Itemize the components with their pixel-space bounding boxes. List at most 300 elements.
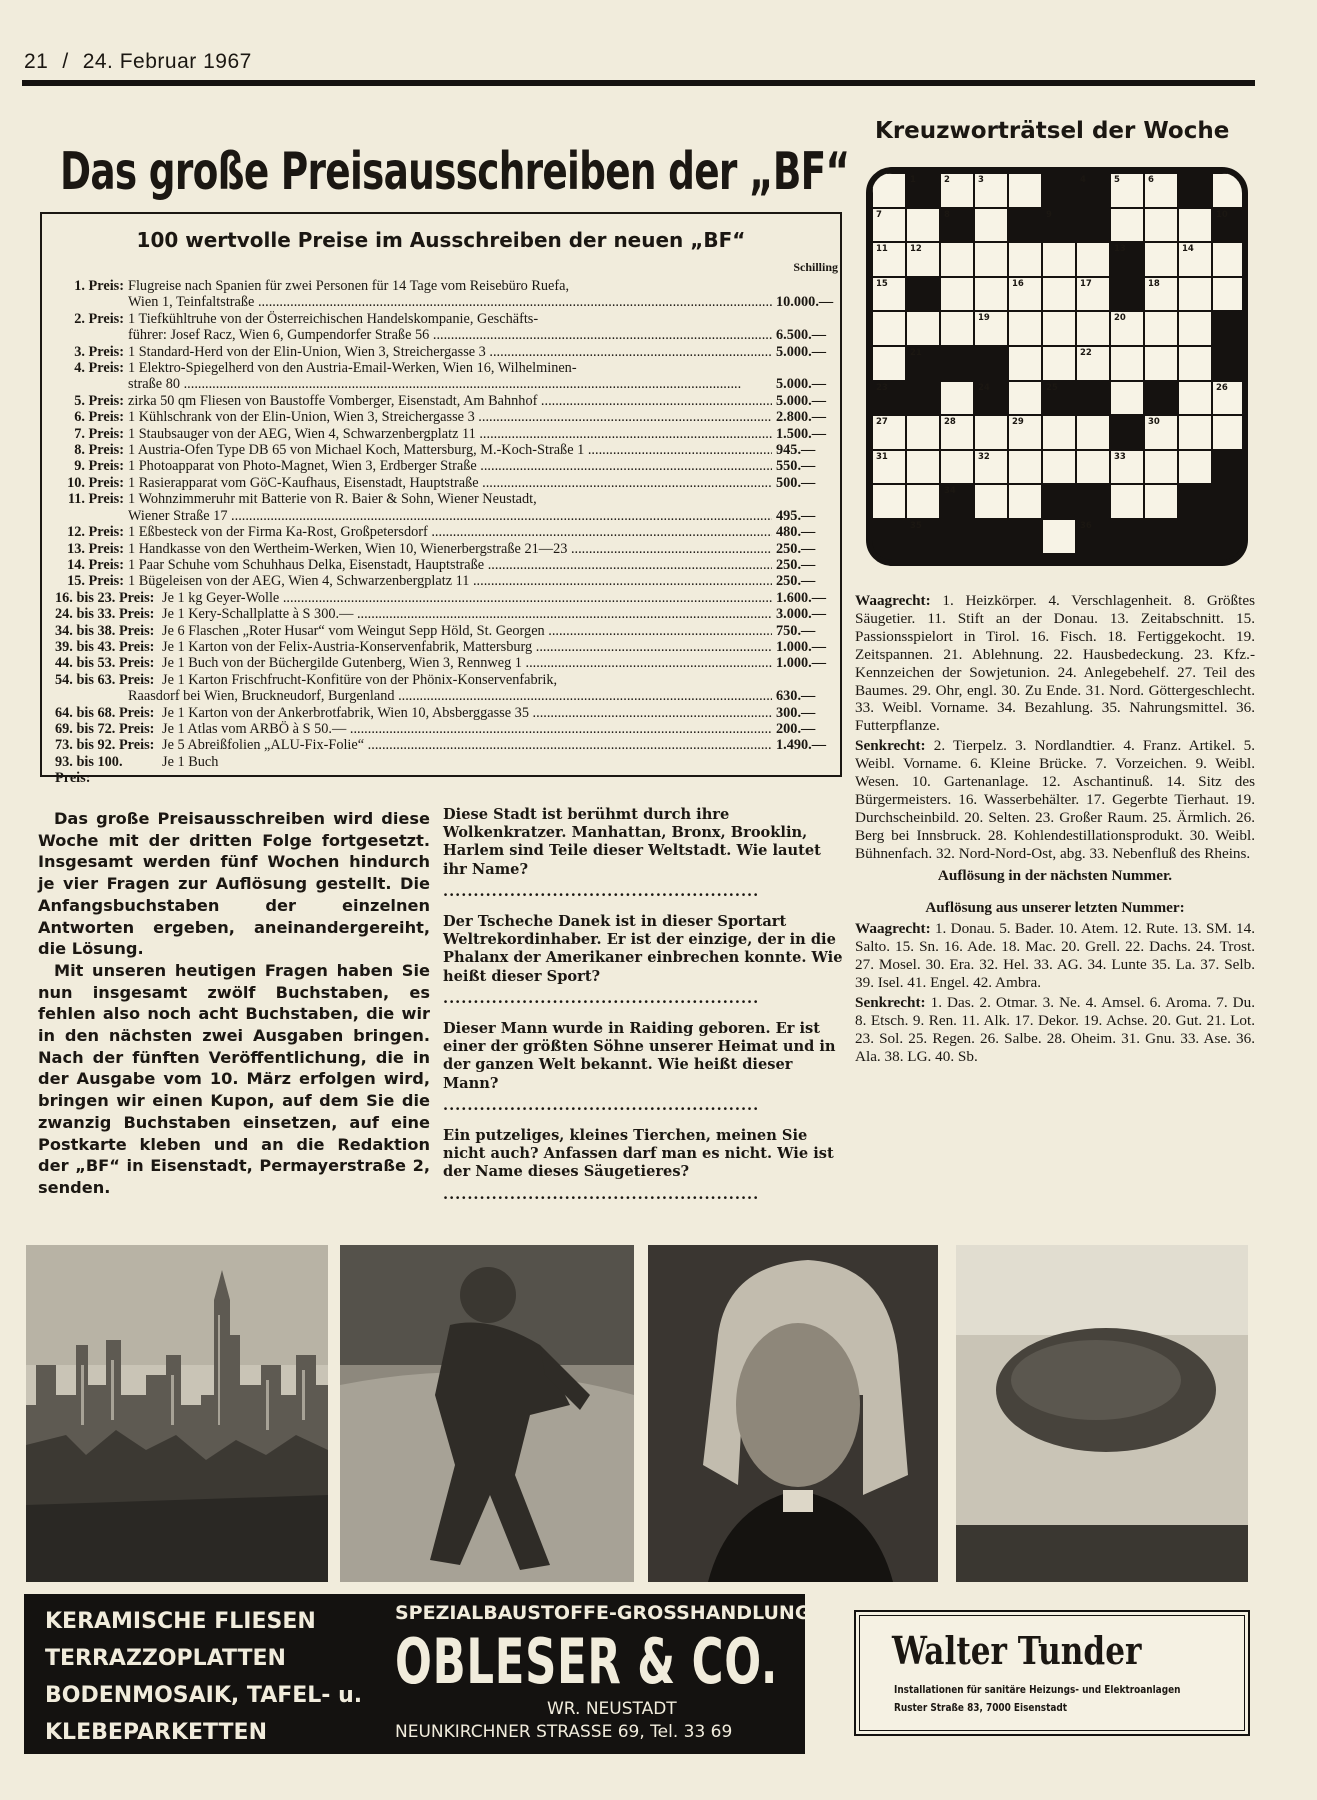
prize-line <box>50 639 836 655</box>
prize-value: 1.000.— <box>776 638 827 655</box>
crossword-cell <box>1008 173 1042 208</box>
prize-line <box>50 409 836 425</box>
crossword-black-cell <box>1076 519 1110 554</box>
prize-description: 1 Rasierapparat vom GöC-Kaufhaus, Eisenstadt, Hauptstraße ..... <box>128 475 772 491</box>
clue-number: 21 <box>910 347 922 358</box>
prize-value: 250.— <box>776 556 816 573</box>
clue-number: 30 <box>1148 417 1160 428</box>
prize-list-subtitle: 100 wertvolle Preise im Ausschreiben der neuen „BF“ <box>136 228 746 252</box>
crossword-black-cell <box>1212 484 1246 519</box>
crossword-cell <box>1008 346 1042 381</box>
clues-down-text: 2. Tierpelz. 3. Nordlandtier. 4. Franz. Artikel. 5. Weibl. Vorname. 6. Kleine Brücke. 7. Vorzeichen. 9. Weibl. Wesen. 10. Gartenanlage. 12. Aschantinuß. 14. Sitz des Bürgermeisters. 16. Wasserbehälter. 17. Gegerbte Tierhaut. 19. Durchscheinbild. 20. Selten. 23. Großer Raum. 25. Ärmlich. 26. Berg bei Innsbruck. 28. Kohlendestillationsprodukt. 30. Weibl. Bühnenfach. 32. Nord-Nord-Ost, abg. 33. Nebenfluß des Rheins. <box>855 737 1255 862</box>
crossword-black-cell <box>974 381 1008 416</box>
crossword-cell <box>974 242 1008 277</box>
crossword-cell <box>1076 450 1110 485</box>
prize-description: 1 Elektro-Spiegelherd von den Austria-Email-Werken, Wien 16, Wilhelminen- <box>128 360 577 377</box>
crossword-cell <box>1008 277 1042 312</box>
crossword-black-cell <box>1042 173 1076 208</box>
crossword-cell <box>1110 484 1144 519</box>
prize-description: 1 Paar Schuhe vom Schuhhaus Delka, Eisenstadt, Hauptstraße ..... <box>128 557 772 573</box>
crossword-cells <box>872 173 1246 554</box>
prize-description: 1 Standard-Herd von der Elin-Union, Wien 3, Streichergasse 3 ..... <box>128 344 772 360</box>
prize-rank: 73. bis 92. Preis: <box>55 737 155 754</box>
ad-obleser-products <box>45 1603 362 1751</box>
clues-across-text: 1. Heizkörper. 4. Verschlagenheit. 8. Größtes Säugetier. 11. Stift an der Donau. 13. Zeitabschnitt. 15. Passionsspielort in Tirol. 16. Fisch. 18. Fertiggekocht. 19. Zeitspannen. 21. Ablehnung. 22. Hausbedeckung. 23. Kfz.-Kennzeichen der Sowjetunion. 24. Anlegebehelf. 27. Teil des Baumes. 29. Ohr, engl. 30. Zu Ende. 31. Nord. Göttergeschlecht. 33. Weibl. Vorname. 34. Bezahlung. 35. Nahrungsmittel. 36. Futterpflanze. <box>855 592 1255 735</box>
prize-rank: 12. Preis: <box>67 524 124 541</box>
clue-number: 20 <box>1114 313 1126 324</box>
crossword-cell <box>1076 242 1110 277</box>
prize-description: Je 1 Karton von der Ankerbrotfabrik, Wien 10, Absberggasse 35 ..... <box>162 705 772 721</box>
crossword-black-cell <box>872 519 906 554</box>
clues-down <box>855 737 1255 862</box>
prize-value: 10.000.— <box>776 294 834 311</box>
clue-number: 8 <box>944 209 950 220</box>
crossword-cell <box>1042 346 1076 381</box>
crossword-cell <box>1144 208 1178 243</box>
prize-rank: 13. Preis: <box>67 540 124 557</box>
clue-number: 27 <box>876 417 888 428</box>
crossword-cell <box>940 415 974 450</box>
crossword-grid <box>866 167 1248 566</box>
crossword-cell <box>1110 450 1144 485</box>
crossword-black-cell <box>940 346 974 381</box>
crossword-cell <box>1042 415 1076 450</box>
prize-description: straße 80 ..... <box>128 376 772 392</box>
intro-paragraph: Das große Preisausschreiben wird diese Woche mit der dritten Folge fortgesetzt. Insgesamt werden fünf Wochen hindurch je vier Fragen zur Auflösung gestellt. Die Anfangsbuchstaben der einzelnen Antworten ergeben, aneinandergereiht, die Lösung. <box>38 809 430 959</box>
crossword-black-cell <box>1076 484 1110 519</box>
clue-number: 17 <box>1080 278 1092 289</box>
prize-list-box <box>40 212 842 787</box>
prize-description: Je 1 Kery-Schallplatte à S 300.— ..... <box>162 606 772 622</box>
prize-description: 1 Kühlschrank von der Elin-Union, Wien 3, Streichergasse 3 ..... <box>128 409 772 425</box>
prize-value: 3.000.— <box>776 606 827 623</box>
crossword-black-cell <box>1008 519 1042 554</box>
clue-number: 6 <box>1148 175 1154 185</box>
clue-number: 34 <box>944 486 956 497</box>
crossword-cell <box>1212 173 1246 208</box>
prize-line <box>50 278 836 294</box>
crossword-black-cell <box>1212 519 1246 554</box>
crossword-cell <box>1042 242 1076 277</box>
prize-rank: 14. Preis: <box>67 556 124 573</box>
photo-new-york-skyline <box>26 1245 328 1582</box>
last-down-text: 1. Das. 2. Otmar. 3. Ne. 4. Amsel. 6. Aroma. 7. Du. 8. Etsch. 9. Ren. 11. Alk. 17. Dekor. 19. Achse. 20. Gut. 21. Lot. 23. Sol. 25. Regen. 26. Salbe. 28. Oheim. 31. Gnu. 33. Ase. 36. Ala. 38. LG. 40. Sb. <box>855 994 1256 1065</box>
clue-number: 36 <box>1080 520 1092 531</box>
question-1: Diese Stadt ist berühmt durch ihre Wolkenkratzer. Manhattan, Bronx, Brooklin, Harlem sind Teile dieser Weltstadt. Wie lautet ihr Name? <box>443 806 821 878</box>
clue-number: 5 <box>1114 175 1120 185</box>
crossword-black-cell <box>1008 208 1042 243</box>
crossword-cell <box>1042 311 1076 346</box>
clue-number: 33 <box>1114 451 1126 462</box>
crossword-cell <box>1144 415 1178 450</box>
crossword-cell <box>1144 450 1178 485</box>
crossword-black-cell <box>1110 242 1144 277</box>
crossword-black-cell <box>940 208 974 243</box>
crossword-cell <box>940 311 974 346</box>
photo-franz-liszt <box>648 1245 938 1582</box>
prize-line <box>50 557 836 573</box>
header-separator: / <box>62 50 69 73</box>
clue-number: 29 <box>1012 417 1024 428</box>
crossword-clues <box>855 592 1255 1068</box>
prize-description: 1 Eßbesteck von der Firma Ka-Rost, Großpetersdorf ..... <box>128 524 772 540</box>
crossword-black-cell <box>1110 519 1144 554</box>
last-across-text: 1. Donau. 5. Bader. 10. Atem. 12. Rute. 13. SM. 14. Salto. 15. Sn. 16. Ade. 18. Mac. 20. Grell. 22. Dachs. 24. Trost. 27. Mosel. 30. Era. 32. Hel. 33. AG. 34. Lunte 35. La. 37. Selb. 39. Isel. 41. Engel. 42. Ambra. <box>855 920 1256 992</box>
crossword-cell <box>1144 173 1178 208</box>
crossword-cell <box>872 415 906 450</box>
crossword-cell <box>1110 346 1144 381</box>
clue-number: 18 <box>1148 278 1160 289</box>
prize-rank: 24. bis 33. Preis: <box>55 606 155 623</box>
issue-date: 24. Februar 1967 <box>82 50 252 73</box>
prize-description: 1 Tiefkühltruhe von der Österreichischen Handelskompanie, Geschäfts- <box>128 310 539 327</box>
prize-description: Je 1 Karton Frischfrucht-Konfitüre von der Phönix-Konservenfabrik, <box>162 671 558 688</box>
clue-number: 4 <box>1080 175 1086 185</box>
page-header <box>24 50 252 74</box>
crossword-cell <box>872 484 906 519</box>
crossword-cell <box>1042 450 1076 485</box>
prize-list <box>50 278 836 787</box>
crossword-cell <box>1178 415 1212 450</box>
prize-value: 550.— <box>776 458 816 475</box>
crossword-cell <box>974 415 1008 450</box>
prize-description: Flugreise nach Spanien für zwei Personen für 14 Tage vom Reisebüro Ruefa, <box>128 278 570 294</box>
contest-intro <box>38 808 430 1199</box>
clue-number: 35 <box>910 520 922 531</box>
ad-obleser <box>24 1594 811 1754</box>
clues-across-label: Waagrecht: <box>855 592 931 609</box>
crossword-black-cell <box>940 519 974 554</box>
crossword-cell <box>1110 381 1144 416</box>
prize-value: 1.600.— <box>776 589 827 606</box>
crossword-cell <box>1178 311 1212 346</box>
clues-down-label: Senkrecht: <box>855 737 926 755</box>
crossword-cell <box>872 242 906 277</box>
prize-rank: 4. Preis: <box>74 360 124 377</box>
clue-number: 31 <box>876 451 888 462</box>
clue-number: 7 <box>876 209 882 220</box>
crossword-cell <box>1042 519 1076 554</box>
clue-number: 15 <box>876 278 888 289</box>
answer-line: .................................................... <box>443 1185 760 1203</box>
prize-value: 250.— <box>776 573 816 590</box>
page-title: Das große Preisausschreiben der „BF“ <box>60 142 850 202</box>
prize-line <box>50 393 836 409</box>
page-number: 21 <box>24 50 49 73</box>
prize-rank: 16. bis 23. Preis: <box>55 589 155 606</box>
crossword-cell <box>940 277 974 312</box>
answer-line: .................................................... <box>443 882 760 900</box>
prize-value: 630.— <box>776 688 816 705</box>
prize-description: führer: Josef Racz, Wien 6, Gumpendorfer Straße 56 ..... <box>128 327 772 343</box>
crossword-cell <box>872 208 906 243</box>
clue-number: 2 <box>944 175 950 185</box>
crossword-cell <box>1008 415 1042 450</box>
crossword-black-cell <box>1178 519 1212 554</box>
photo-hedgehog <box>956 1245 1248 1582</box>
crossword-cell <box>940 242 974 277</box>
clue-number: 11 <box>876 244 888 255</box>
prize-description: Je 6 Flaschen „Roter Husar“ vom Weingut Sepp Höld, St. Georgen ..... <box>162 623 772 639</box>
clue-number: 9 <box>1046 209 1052 220</box>
crossword-cell <box>1212 415 1246 450</box>
answer-line: .................................................... <box>443 989 760 1007</box>
prize-value: 5.000.— <box>776 376 827 393</box>
clue-number: 3 <box>978 175 984 185</box>
crossword-cell <box>1008 242 1042 277</box>
ad-obleser-tagline: SPEZIALBAUSTOFFE-GROSSHANDLUNG <box>395 1602 811 1624</box>
prize-description: Wiener Straße 17 ..... <box>128 508 772 524</box>
prize-value: 5.000.— <box>776 343 827 360</box>
ad-walter-tunder <box>854 1610 1250 1736</box>
question-3: Dieser Mann wurde in Raiding geboren. Er ist einer der größten Söhne unserer Heimat und in der ganzen Welt bekannt. Wie heißt dieser Mann? <box>443 1020 836 1092</box>
question-2: Der Tscheche Danek ist in dieser Sportart Weltrekordinhaber. Er ist der einzige, der in die Phalanx der Amerikaner einbrechen konnte. Wie heißt dieser Sport? <box>443 913 843 985</box>
currency-label: Schilling <box>793 260 838 274</box>
crossword-cell <box>1008 311 1042 346</box>
crossword-cell <box>1178 242 1212 277</box>
prize-line <box>50 721 836 737</box>
crossword-cell <box>1042 277 1076 312</box>
prize-line <box>50 491 836 507</box>
prize-rank: 2. Preis: <box>74 310 124 327</box>
photo-discus-thrower <box>340 1245 634 1582</box>
prize-rank: 10. Preis: <box>67 474 124 491</box>
clue-number: 22 <box>1080 347 1092 358</box>
crossword-cell <box>974 450 1008 485</box>
prize-rank: 69. bis 72. Preis: <box>55 720 155 737</box>
crossword-cell <box>1144 242 1178 277</box>
prize-line <box>50 426 836 442</box>
crossword-black-cell <box>1076 208 1110 243</box>
prize-rank: 39. bis 43. Preis: <box>55 638 155 655</box>
prize-value: 750.— <box>776 622 816 639</box>
crossword-black-cell <box>1144 381 1178 416</box>
clue-number: 19 <box>978 313 990 324</box>
crossword-black-cell <box>1212 208 1246 243</box>
crossword-cell <box>974 277 1008 312</box>
prize-rank: 11. Preis: <box>67 491 124 508</box>
clue-number: 32 <box>978 451 990 462</box>
prize-line <box>50 606 836 622</box>
crossword-cell <box>1076 277 1110 312</box>
clues-across <box>855 592 1255 735</box>
clue-number: 10 <box>1216 209 1228 220</box>
clue-number: 24 <box>978 382 990 393</box>
prize-line <box>50 360 836 376</box>
prize-description: zirka 50 qm Fliesen von Baustoffe Vomberger, Eisenstadt, Am Bahnhof ..... <box>128 393 772 409</box>
prize-description: Je 1 Buch von der Büchergilde Gutenberg, Wien 3, Rennweg 1 ..... <box>162 655 772 671</box>
crossword-cell <box>906 450 940 485</box>
crossword-cell <box>940 173 974 208</box>
crossword-black-cell <box>1110 415 1144 450</box>
crossword-cell <box>1178 346 1212 381</box>
crossword-cell <box>1144 346 1178 381</box>
crossword-cell <box>906 415 940 450</box>
prize-line <box>50 524 836 540</box>
ad-product-line: KERAMISCHE FLIESEN <box>45 1609 316 1634</box>
prize-value: 2.800.— <box>776 409 827 426</box>
next-issue-note: Auflösung in der nächsten Nummer. <box>937 866 1173 884</box>
crossword-cell <box>1144 311 1178 346</box>
crossword-black-cell <box>1144 519 1178 554</box>
crossword-cell <box>974 173 1008 208</box>
ad-tunder-name: Walter Tunder <box>892 1628 1142 1673</box>
prize-value: 250.— <box>776 540 816 557</box>
crossword-cell <box>1008 450 1042 485</box>
crossword-cell <box>1144 484 1178 519</box>
prize-line <box>50 376 836 392</box>
prize-rank: 54. bis 63. Preis: <box>55 671 155 688</box>
crossword-cell <box>906 484 940 519</box>
last-solution-down <box>855 994 1255 1066</box>
prize-line <box>50 458 836 474</box>
crossword-title: Kreuzworträtsel der Woche <box>875 118 1230 144</box>
crossword-cell <box>1076 415 1110 450</box>
crossword-black-cell <box>940 484 974 519</box>
crossword-black-cell <box>906 381 940 416</box>
crossword-cell <box>1008 381 1042 416</box>
last-solution-heading: Auflösung aus unserer letzten Nummer: <box>925 898 1185 916</box>
ad-obleser-name: OBLESER & CO. <box>395 1625 779 1698</box>
ad-product-line: BODENMOSAIK, TAFEL- u. <box>45 1683 363 1708</box>
prize-line <box>50 508 836 524</box>
prize-value: 5.000.— <box>776 392 827 409</box>
prize-line <box>50 344 836 360</box>
ad-product-line: TERRAZZOPLATTEN <box>45 1646 286 1671</box>
crossword-cell <box>1110 208 1144 243</box>
clue-number: 16 <box>1012 278 1024 289</box>
crossword-black-cell <box>1212 450 1246 485</box>
crossword-cell <box>906 242 940 277</box>
prize-line <box>50 705 836 721</box>
crossword-black-cell <box>1042 484 1076 519</box>
crossword-black-cell <box>906 277 940 312</box>
prize-line <box>50 688 836 704</box>
prize-description: Je 1 Atlas vom ARBÖ à S 50.— ..... <box>162 721 772 737</box>
crossword-cell <box>940 381 974 416</box>
prize-value: 1.490.— <box>776 737 827 754</box>
prize-rank: 15. Preis: <box>67 573 124 590</box>
crossword-cell <box>906 311 940 346</box>
contest-questions <box>443 806 843 1216</box>
ad-tunder-services: Installationen für sanitäre Heizungs- und Elektroanlagen <box>894 1684 1181 1696</box>
crossword-cell <box>1178 208 1212 243</box>
prize-line <box>50 327 836 343</box>
prize-description: 1 Photoapparat von Photo-Magnet, Wien 3, Erdberger Straße ..... <box>128 458 772 474</box>
last-across-label: Waagrecht: <box>855 920 931 938</box>
clue-number: 28 <box>944 417 956 428</box>
prize-value: 1.000.— <box>776 655 827 672</box>
prize-value: 1.500.— <box>776 425 827 442</box>
prize-line <box>50 590 836 606</box>
crossword-black-cell <box>1212 346 1246 381</box>
prize-description: 1 Handkasse von den Wertheim-Werken, Wien 10, Wienerbergstraße 21—23 ..... <box>128 541 772 557</box>
crossword-cell <box>1076 346 1110 381</box>
prize-rank: 93. bis 100. Preis: <box>55 753 123 787</box>
prize-description: Je 1 Buch <box>162 753 219 770</box>
ad-product-line: KLEBEPARKETTEN <box>45 1720 267 1745</box>
crossword-black-cell <box>1042 208 1076 243</box>
crossword-cell <box>1008 484 1042 519</box>
crossword-black-cell <box>906 519 940 554</box>
prize-description: 1 Bügeleisen von der AEG, Wien 4, Schwarzenbergplatz 11 ..... <box>128 573 772 589</box>
crossword-cell <box>1178 381 1212 416</box>
crossword-cell <box>974 208 1008 243</box>
crossword-cell <box>872 173 906 208</box>
crossword-cell <box>974 311 1008 346</box>
crossword-cell <box>1178 450 1212 485</box>
prize-line <box>50 573 836 589</box>
clue-number: 1 <box>910 175 916 185</box>
prize-rank: 5. Preis: <box>74 392 124 409</box>
crossword-black-cell <box>1178 484 1212 519</box>
crossword-black-cell <box>974 346 1008 381</box>
prize-line <box>50 754 836 787</box>
crossword-cell <box>906 208 940 243</box>
crossword-cell <box>1076 311 1110 346</box>
crossword-cell <box>872 277 906 312</box>
crossword-cell <box>872 346 906 381</box>
intro-paragraph: Mit unseren heutigen Fragen haben Sie nun insgesamt zwölf Buchstaben, es fehlen also noch acht Buchstaben, die wir in den nächsten zwei Ausgaben bringen. Nach der fünften Veröffentlichung, die in der Ausgabe vom 10. März erfolgen wird, bringen wir einen Kupon, auf dem Sie die zwanzig Buchstaben einsetzen, auf eine Postkarte kleben und an die Redaktion der „BF“ in Eisenstadt, Permayerstraße 2, senden. <box>38 960 430 1197</box>
prize-line <box>50 442 836 458</box>
question-4: Ein putzeliges, kleines Tierchen, meinen Sie nicht auch? Anfassen darf man es nicht. Wie ist der Name dieses Säugetieres? <box>443 1127 834 1181</box>
prize-rank: 9. Preis: <box>74 458 124 475</box>
clue-number: 23 <box>876 382 888 393</box>
crossword-cell <box>1110 311 1144 346</box>
prize-description: Je 1 Karton von der Felix-Austria-Konservenfabrik, Mattersburg ..... <box>162 639 772 655</box>
clue-number: 25 <box>1046 382 1058 393</box>
crossword-black-cell <box>906 173 940 208</box>
clue-number: 13 <box>1114 244 1126 255</box>
prize-value: 300.— <box>776 704 816 721</box>
prize-rank: 3. Preis: <box>74 343 124 360</box>
prize-description: Wien 1, Teinfaltstraße ..... <box>128 294 772 310</box>
crossword-cell <box>1212 381 1246 416</box>
prize-value: 495.— <box>776 507 816 524</box>
crossword-cell <box>1110 173 1144 208</box>
header-rule <box>22 80 1255 86</box>
crossword-black-cell <box>1178 173 1212 208</box>
prize-line <box>50 655 836 671</box>
crossword-cell <box>1212 242 1246 277</box>
prize-value: 200.— <box>776 720 816 737</box>
prize-line <box>50 311 836 327</box>
prize-line <box>50 672 836 688</box>
prize-description: 1 Staubsauger von der AEG, Wien 4, Schwarzenbergplatz 11 ..... <box>128 426 772 442</box>
prize-description: 1 Austria-Ofen Type DB 65 von Michael Koch, Mattersburg, M.-Koch-Straße 1 ..... <box>128 442 772 458</box>
prize-line <box>50 737 836 753</box>
clue-number: 12 <box>910 244 922 255</box>
crossword-black-cell <box>872 381 906 416</box>
ad-obleser-address: NEUNKIRCHNER STRASSE 69, Tel. 33 69 <box>395 1722 733 1742</box>
prize-rank: 34. bis 38. Preis: <box>55 622 155 639</box>
crossword-cell <box>974 484 1008 519</box>
prize-line <box>50 623 836 639</box>
prize-rank: 7. Preis: <box>74 425 124 442</box>
last-solution-across <box>855 920 1255 992</box>
crossword-black-cell <box>1076 173 1110 208</box>
crossword-black-cell <box>1110 277 1144 312</box>
prize-line <box>50 541 836 557</box>
crossword-black-cell <box>1212 311 1246 346</box>
crossword-black-cell <box>906 346 940 381</box>
prize-line <box>50 294 836 310</box>
crossword-cell <box>1144 277 1178 312</box>
prize-value: 500.— <box>776 474 816 491</box>
prize-description: Je 5 Abreißfolien „ALU-Fix-Folie“ ..... <box>162 737 772 753</box>
crossword-black-cell <box>974 519 1008 554</box>
crossword-cell <box>940 450 974 485</box>
